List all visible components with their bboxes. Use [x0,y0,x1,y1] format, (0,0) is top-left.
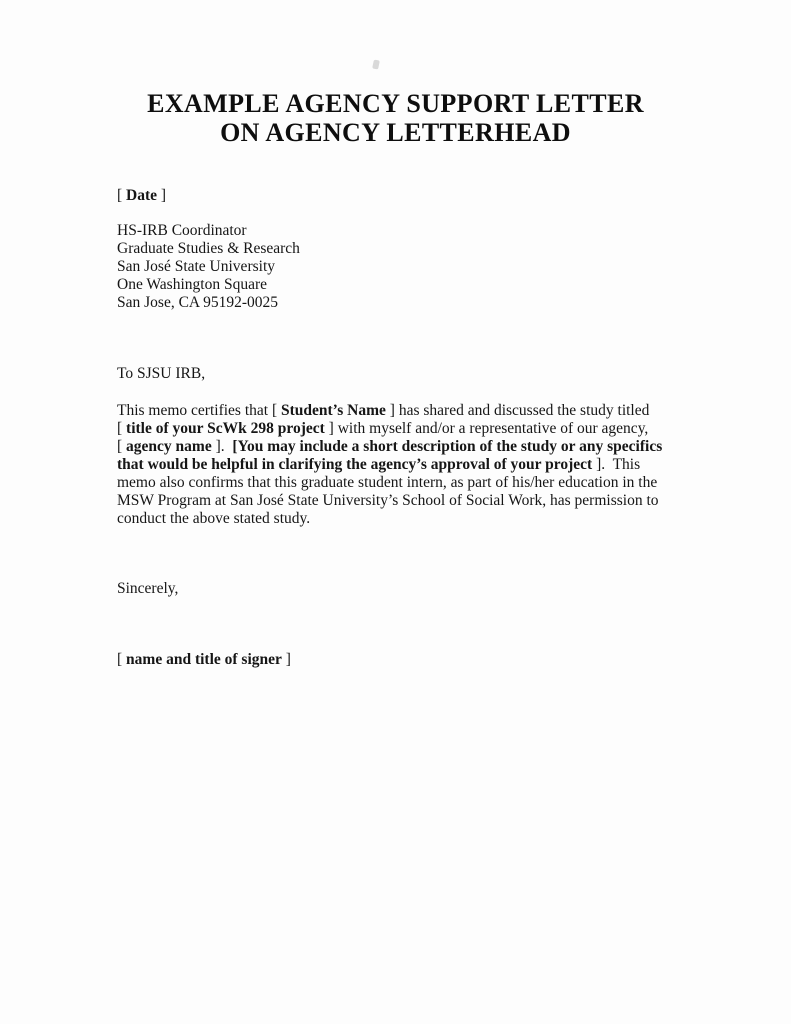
body-line-5 [117,474,691,492]
body-text: conduct the above stated study. [117,510,311,527]
address-line-department: Graduate Studies & Research [117,240,300,257]
body-text: ]. This [592,456,641,473]
address-line-university: San José State University [117,258,275,275]
body-text: ]. [211,438,233,455]
body-text: ] has shared and discussed the study titled [385,402,650,419]
body-line-3 [117,438,691,456]
letter-title [0,89,791,147]
date-placeholder [117,187,691,205]
body-text: memo also confirms that this graduate student intern, as part of his/her education in the [117,474,658,491]
body-text: MSW Program at San José State University’s School of Social Work, has permission to [117,492,659,509]
letter-title-line1: EXAMPLE AGENCY SUPPORT LETTER [147,89,644,118]
placeholder-bold-text: agency name [126,438,212,455]
recipient-address [117,222,691,312]
body-line-2 [117,420,691,438]
placeholder-bold-text: title of your ScWk 298 project [126,420,325,437]
placeholder-bold-text: name and title of signer [126,651,282,668]
scan-artifact [372,59,380,69]
placeholder-bold-text: that would be helpful in clarifying the agency’s approval of your project [117,456,593,473]
closing: Sincerely, [117,580,179,597]
letter-title-line2: ON AGENCY LETTERHEAD [220,118,571,147]
address-line-coordinator: HS-IRB Coordinator [117,222,247,239]
salutation: To SJSU IRB, [117,365,206,382]
body-text: ] [281,651,291,668]
placeholder-bold-text: Student’s Name [281,402,386,419]
body-text: ] with myself and/or a representative of our agency, [324,420,649,437]
signature-placeholder [117,651,691,669]
body-text: This memo certifies that [ [117,402,281,419]
body-text: [ [117,651,127,668]
body-line-7 [117,510,691,528]
address-line-street: One Washington Square [117,276,267,293]
body-text: [ [117,187,127,204]
address-line-city: San Jose, CA 95192-0025 [117,294,279,311]
body-line-6 [117,492,691,510]
body-line-1 [117,402,691,420]
placeholder-bold-text: [You may include a short description of the study or any specifics [232,438,663,455]
body-text: [ [117,420,127,437]
body-paragraph [117,402,691,528]
body-line-4 [117,456,691,474]
placeholder-bold-text: Date [126,187,158,204]
body-text: ] [157,187,167,204]
body-text: [ [117,438,127,455]
